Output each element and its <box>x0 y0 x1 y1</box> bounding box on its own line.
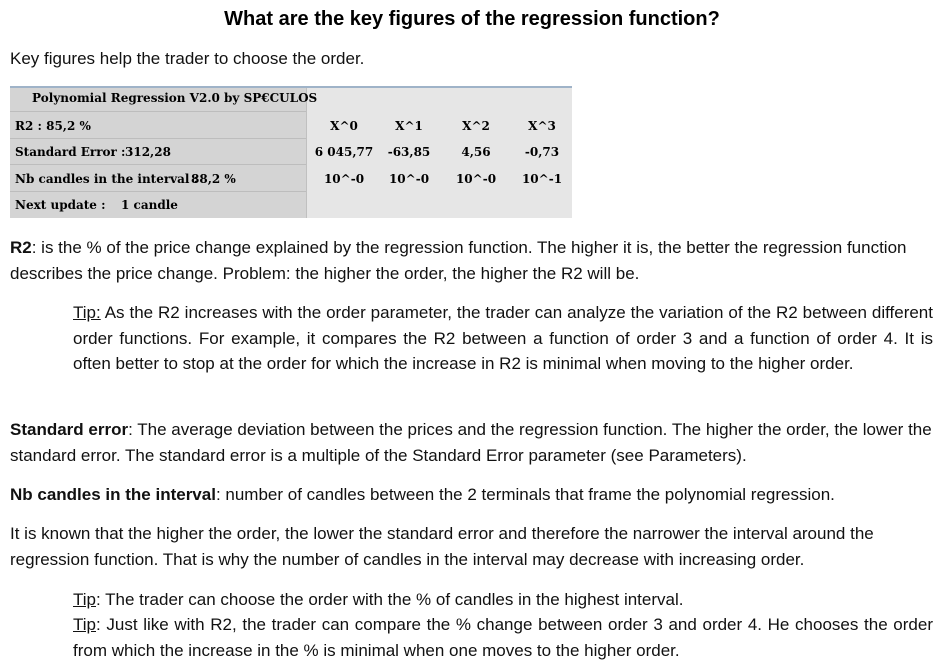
nb-candles-label: Nb candles in the interval : <box>15 172 199 186</box>
r2-term: R2 <box>10 238 32 257</box>
known-paragraph: It is known that the higher the order, the lower the standard error and therefore the narrower the interval around the regression function. That is why the number of candles in the interval may decrease with increasing order. <box>10 524 874 569</box>
tip-label: Tip: <box>73 303 101 322</box>
tip-highest-text: : The trader can choose the order with the % of candles in the highest interval. <box>96 590 684 609</box>
tip-highest-interval <box>73 587 933 613</box>
std-error-term: Standard error <box>10 420 129 439</box>
tip-compare-change <box>73 612 933 663</box>
std-error-text: : The average deviation between the prices and the regression function. The higher the order, the lower the standard error. The standard error is a multiple of the Standard Error parameter (see Parameters). <box>10 420 932 465</box>
coef-x3: -0,73 <box>524 145 560 159</box>
std-error-label: Standard Error : <box>15 145 126 159</box>
col-header-x0: X^0 <box>330 119 358 133</box>
col-header-x2: X^2 <box>462 119 490 133</box>
r2-label: R2 : 85,2 % <box>15 119 91 133</box>
tip-compare-text: : Just like with R2, the trader can compare the % change between order 3 and order 4. He chooses the order from which the increase in the % is minimal when one moves to the higher order. <box>73 615 933 660</box>
regression-panel <box>10 86 572 218</box>
tip-label: Tip <box>73 590 96 609</box>
nb-candles-value: 88,2 % <box>191 172 236 186</box>
nb-candles-paragraph <box>10 482 934 508</box>
col-header-x1: X^1 <box>395 119 423 133</box>
std-error-value: 312,28 <box>125 145 171 159</box>
summary-section <box>10 88 318 218</box>
coef-x2: 4,56 <box>461 145 491 159</box>
tip-r2-text: As the R2 increases with the order parameter, the trader can analyze the variation of the R2 between different order functions. For example, it compares the R2 between a function of order 3 and a function of order 4. It is often better to stop at the order for which the increase in R2 is minimal when moving to the higher order. <box>73 303 933 373</box>
exp-x3: 10^-1 <box>521 172 563 186</box>
intro-text: Key figures help the trader to choose the order. <box>10 49 365 68</box>
panel-header: Polynomial Regression V2.0 by SP€CULOS <box>32 91 318 105</box>
page-title: What are the key figures of the regression function? <box>224 8 720 30</box>
col-header-x3: X^3 <box>528 119 556 133</box>
next-update-label: Next update : <box>15 198 106 212</box>
tip-r2-paragraph <box>73 300 933 377</box>
nb-candles-text: : number of candles between the 2 terminals that frame the polynomial regression. <box>215 485 835 504</box>
std-error-paragraph <box>10 417 934 468</box>
coef-x0: 6 045,77 <box>314 145 374 159</box>
r2-text: : is the % of the price change explained by the regression function. The higher it is, the better the regression function describes the price change. Problem: the higher the order, the higher the R2 will be. <box>10 238 907 283</box>
nb-candles-term: Nb candles in the interval <box>10 485 216 504</box>
exp-x1: 10^-0 <box>388 172 430 186</box>
coef-x1: -63,85 <box>387 145 431 159</box>
tip-label: Tip <box>73 615 96 634</box>
exp-x2: 10^-0 <box>455 172 497 186</box>
r2-paragraph <box>10 235 934 286</box>
exp-x0: 10^-0 <box>323 172 365 186</box>
next-update-value: 1 candle <box>121 198 178 212</box>
